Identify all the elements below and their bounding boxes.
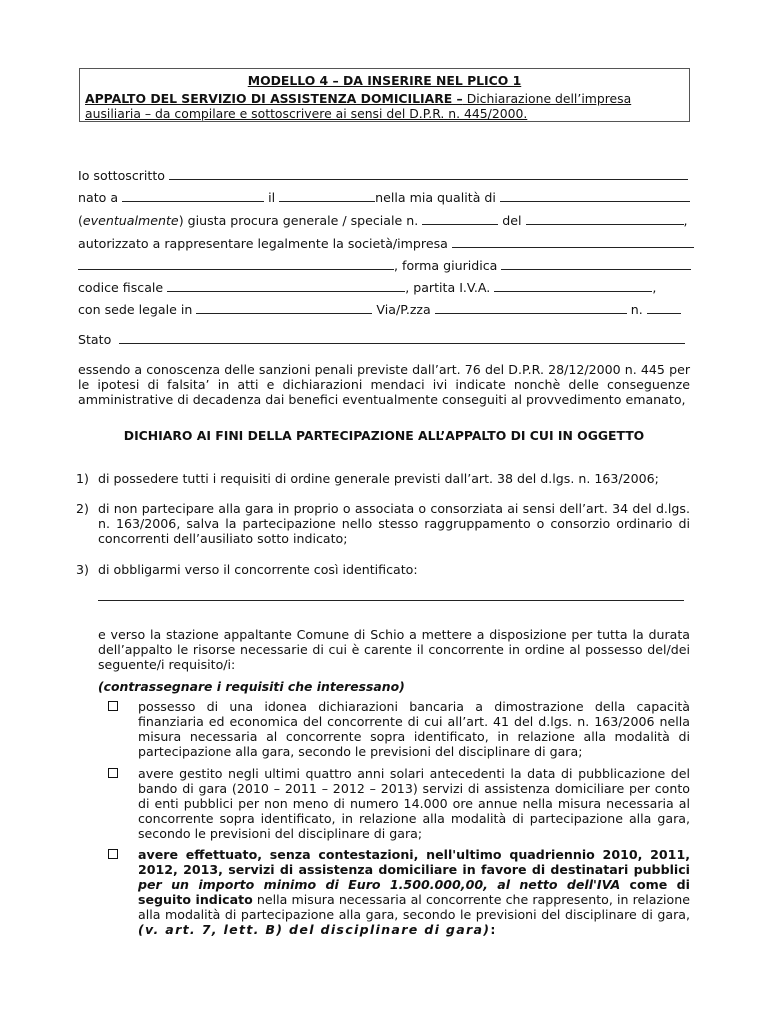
field-forma-giuridica[interactable]: [501, 258, 691, 270]
item-text-2: di non partecipare alla gara in proprio o associata o consorziata ai sensi dell’art. 34 del d.lgs. n. 163/2006, salva la partecipazione nello stesso raggruppamento o consorzio ordinario di concorrenti dell’ausiliato sotto indicato;: [98, 501, 690, 546]
label-comma-2: ,: [652, 280, 657, 295]
contrassegnare-note: (contrassegnare i requisiti che interessano): [98, 679, 405, 694]
label-via: Via/P.zza: [376, 302, 431, 317]
model-subtitle: [85, 91, 684, 121]
form-line-stato: [78, 332, 685, 347]
field-data-nascita[interactable]: [279, 190, 375, 202]
item-number-2: 2): [76, 501, 89, 516]
form-line-procura: (eventualmente) giusta procura generale / speciale n. del ,: [78, 213, 688, 228]
field-numero-civico[interactable]: [647, 302, 681, 314]
intro-paragraph: essendo a conoscenza delle sanzioni penali previste dall’art. 76 del D.P.R. 28/12/2000 n. 445 per le ipotesi di falsita’ in atti e dichiarazioni mendaci ivi indicate nonchè delle conseguenze amministrative di decadenza dai benefici eventualmente conseguiti al provvedimento emanato,: [78, 362, 690, 407]
requisito-3-text: [138, 847, 690, 937]
field-procura-data[interactable]: [526, 213, 684, 225]
field-procura-numero[interactable]: [422, 213, 498, 225]
requisito-3-normal: nella misura necessaria al concorrente che rappresento, in relazione alla modalità di partecipazione alla gara, secondo le previsioni del disciplinare di gara,: [138, 892, 690, 922]
model-title: MODELLO 4 – DA INSERIRE NEL PLICO 1: [247, 73, 522, 88]
subtitle-rest: Dichiarazione dell’impresa ausiliaria – da compilare e sottoscrivere ai sensi del D.P.R. n. 445/2000.: [85, 91, 632, 121]
label-comma: ,: [683, 213, 688, 228]
requisito-1-text: possesso di una idonea dichiarazioni bancaria a dimostrazione della capacità finanziaria ed economica del concorrente di cui all’art. 41 del d.lgs. n. 163/2006 nella misura necessaria al concorrente sopra identificato, in relazione alla modalità di partecipazione alla gara, secondo le previsioni del disciplinare di gara;: [138, 699, 690, 759]
item-text-3: di obbligarmi verso il concorrente così identificato:: [98, 562, 418, 577]
checkbox-requisito-3[interactable]: [108, 849, 118, 859]
field-sottoscritto[interactable]: [169, 168, 688, 180]
form-line-forma-giuridica: [78, 258, 691, 273]
field-partita-iva[interactable]: [494, 280, 652, 292]
label-codice-fiscale: codice fiscale: [78, 280, 164, 295]
requisito-3-importo: per un importo minimo di Euro 1.500.000,00, al netto dell'IVA: [138, 877, 621, 892]
label-del: del: [502, 213, 522, 228]
item-number-1: 1): [76, 471, 89, 486]
requisito-2-text: avere gestito negli ultimi quattro anni solari antecedenti la data di pubblicazione del bando di gara (2010 – 2011 – 2012 – 2013) servizi di assistenza domiciliare per conto di enti pubblici per non meno di numero 14.000 ore annue nella misura necessaria al concorrente sopra identificato, in relazione alla modalità di partecipazione alla gara, secondo le previsioni del disciplinare di gara;: [138, 766, 690, 841]
label-numero: n.: [630, 302, 643, 317]
label-sede-legale: con sede legale in: [78, 302, 193, 317]
label-partita-iva: , partita I.V.A.: [405, 280, 491, 295]
checkbox-requisito-1[interactable]: [108, 701, 118, 711]
item-text-1: di possedere tutti i requisiti di ordine generale previsti dall’art. 38 del d.lgs. n. 163/2006;: [98, 471, 659, 486]
form-line-sede: [78, 302, 681, 317]
requisito-3-riferimento: (v. art. 7, lett. B) del disciplinare di gara): [138, 922, 491, 937]
label-forma-giuridica: , forma giuridica: [394, 258, 498, 273]
label-procura: ) giusta procura generale / speciale n.: [178, 213, 419, 228]
header-box: [79, 68, 690, 122]
field-qualita[interactable]: [500, 190, 690, 202]
form-line-societa: [78, 236, 694, 251]
requisito-3-bold: avere effettuato, senza contestazioni, nell'ultimo quadriennio 2010, 2011, 2012, 2013, servizi di assistenza domiciliare in favore di destinatari pubblici: [138, 847, 690, 877]
requisito-3-end: :: [490, 922, 496, 937]
label-sottoscritto: Io sottoscritto: [78, 168, 166, 183]
label-nato-a: nato a: [78, 190, 119, 205]
stazione-paragraph: e verso la stazione appaltante Comune di Schio a mettere a disposizione per tutta la durata dell’appalto le risorse necessarie di cui è carente il concorrente in ordine al possesso del/dei seguente/i requisito/i:: [98, 627, 690, 672]
field-via[interactable]: [435, 302, 627, 314]
field-concorrente[interactable]: [98, 600, 684, 601]
label-autorizzato: autorizzato a rappresentare legalmente la società/impresa: [78, 236, 448, 251]
form-line-nascita: [78, 190, 690, 205]
field-societa-cont[interactable]: [78, 258, 394, 270]
form-line-fiscale: [78, 280, 656, 295]
label-il: il: [268, 190, 276, 205]
field-codice-fiscale[interactable]: [167, 280, 405, 292]
checkbox-requisito-2[interactable]: [108, 768, 118, 778]
field-luogo-nascita[interactable]: [122, 190, 264, 202]
subtitle-bold: APPALTO DEL SERVIZIO DI ASSISTENZA DOMICILIARE –: [85, 91, 463, 106]
field-sede-legale[interactable]: [196, 302, 372, 314]
label-stato: Stato: [78, 332, 112, 347]
requisito-3-seguito: come di seguito indicato: [138, 877, 690, 907]
label-qualita: nella mia qualità di: [375, 190, 496, 205]
label-eventualmente: eventualmente: [82, 213, 179, 228]
item-number-3: 3): [76, 562, 89, 577]
form-line-sottoscritto: [78, 168, 688, 183]
dichiaro-heading: DICHIARO AI FINI DELLA PARTECIPAZIONE ALL’APPALTO DI CUI IN OGGETTO: [123, 428, 645, 443]
field-societa[interactable]: [452, 236, 694, 248]
field-stato[interactable]: [119, 332, 685, 344]
